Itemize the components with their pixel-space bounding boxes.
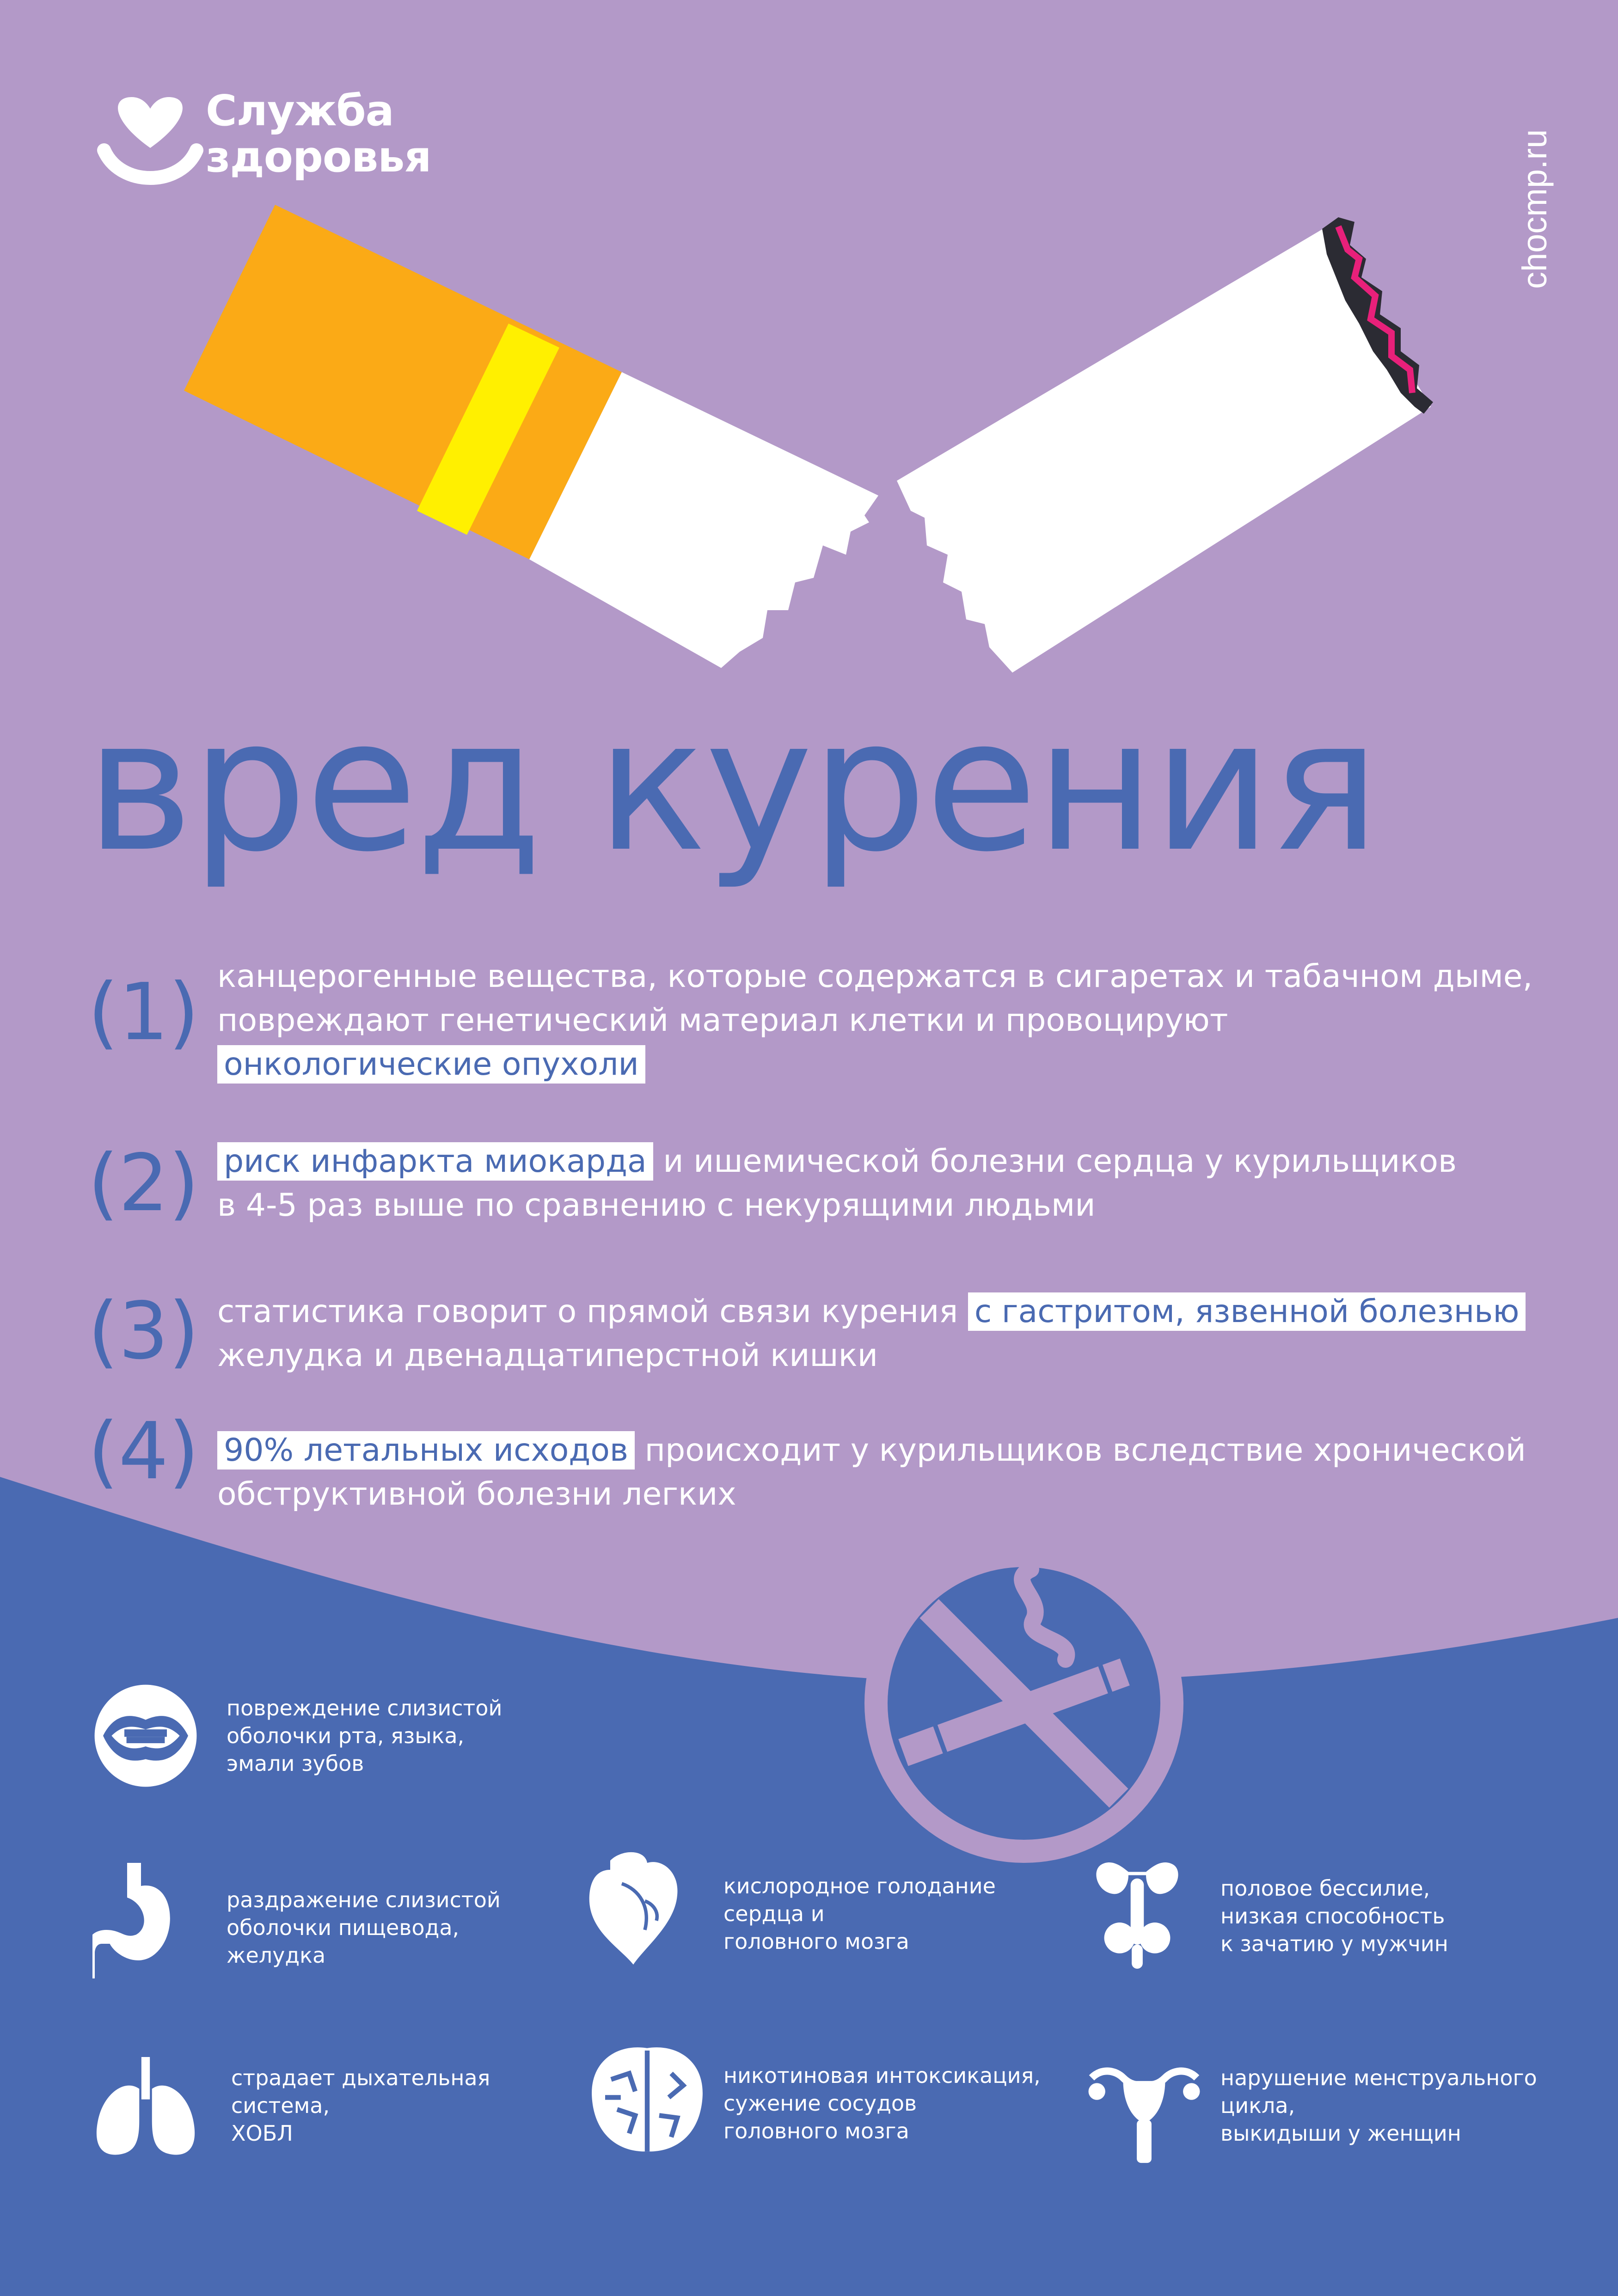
mouth-icon — [92, 1683, 199, 1789]
logo[interactable] — [92, 95, 208, 192]
effect-heart-line-3: головного мозга — [723, 1929, 909, 1954]
site-url[interactable]: chocmp.ru — [1515, 129, 1554, 289]
effect-female-line-3: выкидыши у женщин — [1220, 2121, 1461, 2146]
female-reproductive-icon — [1086, 2062, 1202, 2163]
effect-lungs-line-3: ХОБЛ — [231, 2121, 293, 2146]
stomach-icon — [92, 1863, 176, 1978]
logo-line-2: здоровья — [206, 132, 431, 182]
point-text-3 — [217, 1290, 1558, 1378]
point-4-line-2: обструктивной болезни легких — [217, 1476, 736, 1512]
heart-smile-logo-icon — [92, 95, 208, 192]
point-number-2: (2) — [88, 1138, 199, 1229]
point-4-highlight: 90% летальных исходов — [217, 1431, 635, 1469]
point-3-line-2: желудка и двенадцатиперстной кишки — [217, 1337, 878, 1374]
point-1-highlight: онкологические опухоли — [217, 1045, 645, 1084]
effect-brain-line-2: сужение сосудов — [723, 2091, 917, 2116]
point-4-line-1: происходит у курильщиков вследствие хронической — [635, 1432, 1526, 1469]
effect-stomach-line-2: оболочки пищевода, — [227, 1915, 460, 1940]
point-2-highlight: риск инфаркта миокарда — [217, 1142, 653, 1181]
effect-lungs-text — [231, 2064, 490, 2147]
heart-organ-icon — [587, 1849, 684, 1965]
page-title: вред курения — [86, 680, 1378, 892]
point-number-4: (4) — [88, 1406, 199, 1497]
effect-heart-line-1: кислородное голодание — [723, 1874, 996, 1898]
effect-male-text — [1220, 1874, 1448, 1958]
effect-stomach-line-3: желудка — [227, 1943, 326, 1968]
logo-line-1: Служба — [206, 86, 394, 135]
effect-male-line-1: половое бессилие, — [1220, 1876, 1430, 1901]
effect-female-text — [1220, 2064, 1537, 2147]
point-text-1 — [217, 955, 1558, 1086]
effect-lungs-line-1: страдает дыхательная — [231, 2065, 490, 2090]
effect-male-line-3: к зачатию у мужчин — [1220, 1931, 1448, 1956]
effect-brain-line-3: головного мозга — [723, 2118, 909, 2143]
effect-stomach-line-1: раздражение слизистой — [227, 1887, 501, 1912]
point-2-line-1: и ишемической болезни сердца у курильщиков — [653, 1143, 1457, 1180]
cigarette-left-icon — [184, 205, 878, 668]
effect-female-line-1: нарушение менструального — [1220, 2065, 1537, 2090]
lungs-icon — [92, 2057, 199, 2159]
effect-mouth-line-1: повреждение слизистой — [227, 1696, 503, 1720]
effect-mouth-line-2: оболочки рта, языка, — [227, 1723, 465, 1748]
point-2-line-2: в 4-5 раз выше по сравнению с некурящими людьми — [217, 1187, 1096, 1224]
effect-stomach-text — [227, 1886, 501, 1969]
effect-brain-text — [723, 2062, 1041, 2145]
effect-mouth-text — [227, 1694, 502, 1777]
point-text-4 — [217, 1428, 1558, 1516]
point-1-line-1: канцерогенные вещества, которые содержатся в сигаретах и табачном дыме, — [217, 958, 1533, 995]
logo-text — [206, 88, 431, 180]
point-3-line-1: статистика говорит о прямой связи курения — [217, 1293, 968, 1330]
male-reproductive-icon — [1091, 1858, 1183, 1969]
brain-icon — [587, 2043, 707, 2154]
point-3-highlight: с гастритом, язвенной болезнью — [968, 1292, 1526, 1331]
effect-heart-text — [723, 1872, 996, 1955]
effect-brain-line-1: никотиновая интоксикация, — [723, 2063, 1041, 2088]
point-number-3: (3) — [88, 1286, 199, 1377]
effect-male-line-2: низкая способность — [1220, 1904, 1445, 1929]
cigarette-right-icon — [897, 217, 1433, 673]
point-number-1: (1) — [88, 967, 199, 1058]
point-text-2 — [217, 1139, 1558, 1227]
effect-female-line-2: цикла, — [1220, 2093, 1295, 2118]
point-1-line-2: повреждают генетический материал клетки и провоцируют — [217, 1002, 1228, 1039]
effect-lungs-line-2: система, — [231, 2093, 330, 2118]
effect-mouth-line-3: эмали зубов — [227, 1751, 364, 1776]
effect-heart-line-2: сердца и — [723, 1901, 825, 1926]
no-smoking-icon — [864, 1544, 1183, 1863]
